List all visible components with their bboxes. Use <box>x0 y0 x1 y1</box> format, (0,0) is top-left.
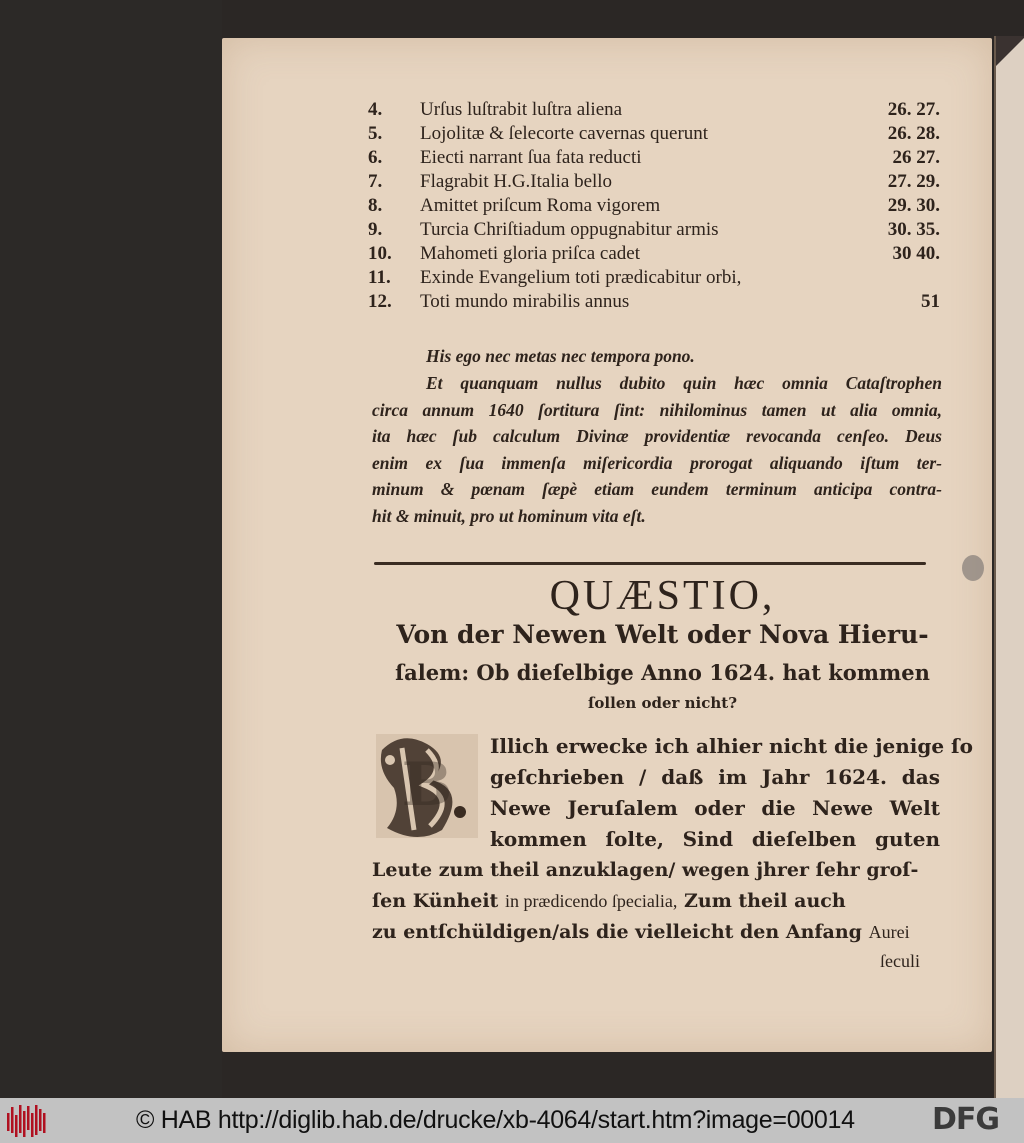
item-number: 10. <box>368 243 392 264</box>
paragraph-line: minum & pœnam ſæpè etiam eundem terminum anticipa contra- <box>372 479 942 499</box>
item-pages: 29. 30. <box>887 195 940 216</box>
ink-blot <box>962 555 984 581</box>
item-text: Turcia Chriſtiadum oppugnabitur armis <box>420 219 719 240</box>
item-number: 5. <box>368 123 383 144</box>
body-line: Leute zum theil anzuklagen/ wegen jhrer ſehr groſ- <box>372 859 919 881</box>
section-subtitle-line: Von der Newen Welt oder Nova Hieru- <box>396 620 929 649</box>
item-number: 12. <box>368 291 392 312</box>
body-line: Illich erwecke ich alhier nicht die jenige ſo <box>490 734 973 758</box>
list-item <box>368 170 960 194</box>
page-fold <box>996 36 1024 66</box>
paragraph-line: enim ex ſua immenſa miſericordia prorogat aliquando iſtum ter- <box>372 452 942 473</box>
body-text-fraktur: zu entſchüldigen/als die vielleicht den Anfang <box>372 921 869 943</box>
paragraph-line: circa annum 1640 ſortitura ſint: nihilominus tamen ut alia omnia, <box>372 399 942 420</box>
item-number: 4. <box>368 99 383 120</box>
body-line <box>372 886 846 917</box>
item-number: 7. <box>368 171 383 192</box>
body-text-latin: Aurei <box>868 922 910 942</box>
section-subtitle-line: ſollen oder nicht? <box>587 694 738 712</box>
copyright-url-link[interactable]: © HAB http://diglib.hab.de/drucke/xb-4064/start.htm?image=00014 <box>136 1106 855 1134</box>
item-pages: 26. 28. <box>887 123 940 144</box>
body-text-fraktur: Zum theil auch <box>677 890 846 912</box>
body-line: kommen ſolte, Sind dieſelben guten <box>490 827 940 851</box>
item-text: Amittet priſcum Roma vigorem <box>420 195 661 216</box>
item-pages: 27. 29. <box>887 171 940 192</box>
verse-line: His ego nec metas nec tempora pono. <box>426 346 695 366</box>
body-text-latin: in prædicendo ſpecialia, <box>504 891 678 911</box>
svg-text:B: B <box>401 750 453 820</box>
dfg-logo: DFG <box>932 1102 1000 1137</box>
paragraph-line: hit & minuit, pro ut hominum vita eſt. <box>372 505 646 526</box>
list-item <box>368 98 960 122</box>
hab-logo-icon <box>5 1103 49 1139</box>
list-item <box>368 242 960 266</box>
list-item <box>368 122 960 146</box>
item-text: Mahometi gloria priſca cadet <box>420 243 640 264</box>
item-number: 11. <box>368 267 391 288</box>
item-pages: 30 40. <box>892 243 940 264</box>
list-item <box>368 290 960 314</box>
item-text: Exinde Evangelium toti prædicabitur orbi, <box>420 267 742 288</box>
body-text-fraktur: ſen Künheit <box>372 890 505 912</box>
adjacent-page-edge <box>994 36 1024 1098</box>
scan-backdrop-left <box>0 0 222 1098</box>
latin-paragraph <box>372 370 942 529</box>
catchword: ſeculi <box>880 951 920 971</box>
decorated-initial <box>372 730 482 842</box>
list-item <box>368 266 960 290</box>
item-number: 6. <box>368 147 383 168</box>
item-number: 8. <box>368 195 383 216</box>
item-pages: 51 <box>921 291 940 312</box>
body-line: geſchrieben / daß im Jahr 1624. das <box>490 765 940 789</box>
list-item <box>368 194 960 218</box>
item-number: 9. <box>368 219 383 240</box>
body-line <box>372 917 910 948</box>
item-pages: 26. 27. <box>887 99 940 120</box>
item-pages: 26 27. <box>892 147 940 168</box>
paragraph-line: Et quanquam nullus dubito quin hæc omnia Cataſtrophen <box>426 373 942 393</box>
item-text: Eiecti narrant ſua fata reducti <box>420 147 642 168</box>
item-pages: 30. 35. <box>887 219 940 240</box>
section-subtitle-line: ſalem: Ob dieſelbige Anno 1624. hat kommen <box>395 660 930 685</box>
prophecy-list <box>368 98 960 314</box>
item-text: Toti mundo mirabilis annus <box>420 291 630 312</box>
body-line: Newe Jeruſalem oder die Newe Welt <box>490 796 940 820</box>
paragraph-line: ita hæc ſub calculum Divinæ providentiæ revocanda cenſeo. Deus <box>372 426 942 446</box>
section-divider <box>374 562 926 565</box>
list-item <box>368 146 960 170</box>
list-item <box>368 218 960 242</box>
footer-bar <box>0 1098 1024 1143</box>
item-text: Lojolitæ & ſelecorte cavernas querunt <box>420 123 709 144</box>
section-title: QUÆSTIO, <box>549 573 776 619</box>
item-text: Urſus luſtrabit luſtra aliena <box>420 99 623 120</box>
item-text: Flagrabit H.G.Italia bello <box>420 171 613 192</box>
